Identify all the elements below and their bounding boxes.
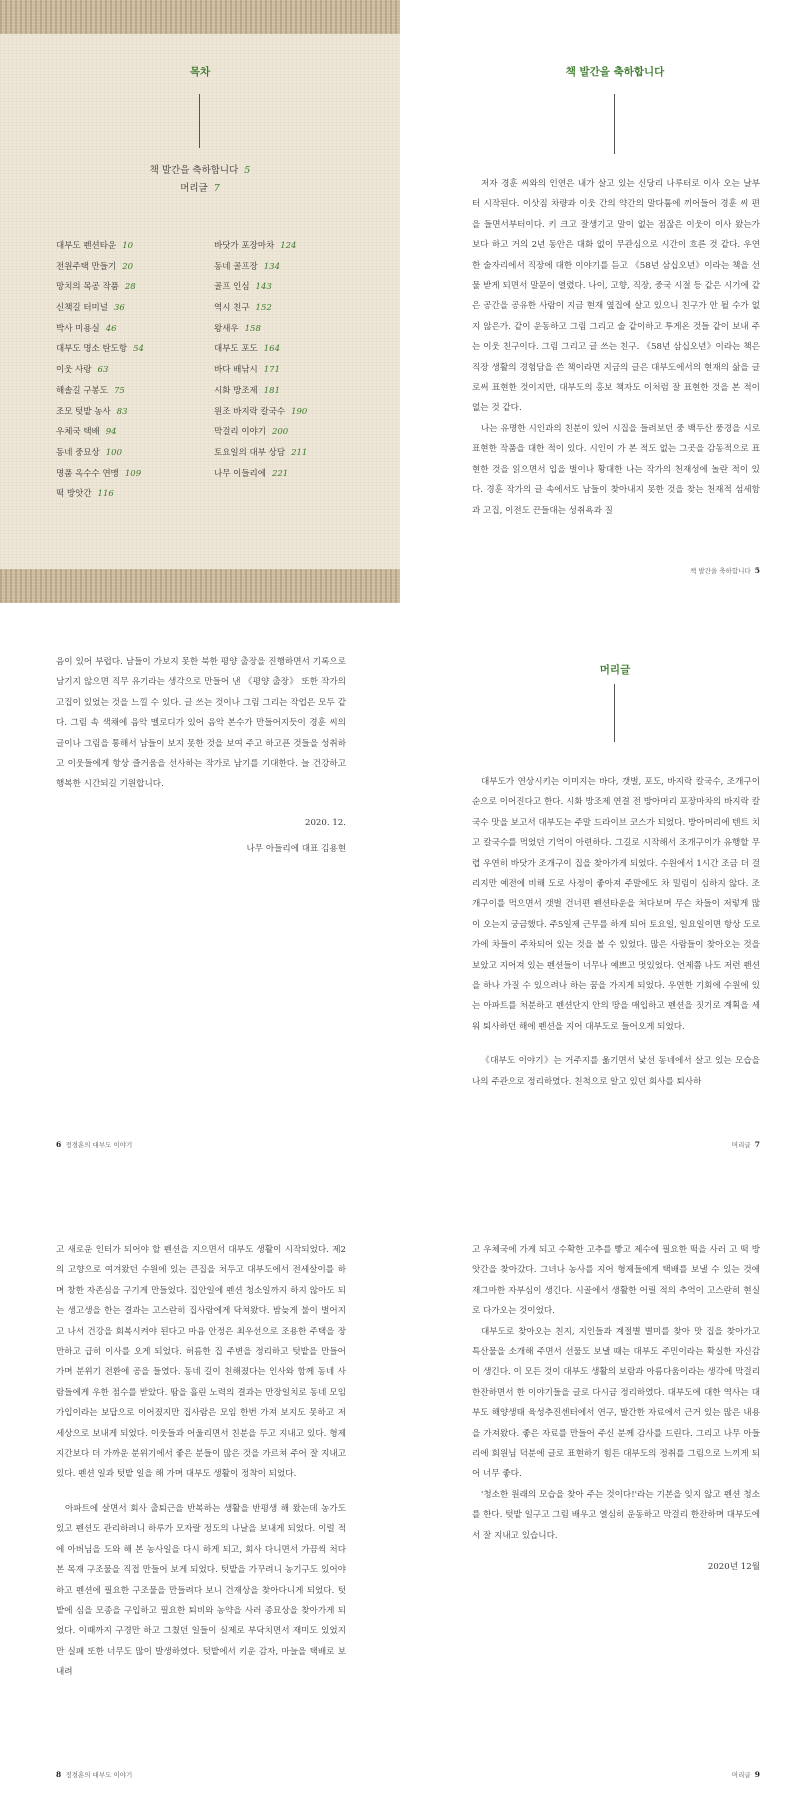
paragraph: 저자 경훈 씨와의 인연은 내가 살고 있는 신당리 나루터로 이사 오는 날부터 시작된다. 이삿짐 차량과 이웃 간의 약간의 말다툼에 끼어들어 경훈 씨 편을 들면서부터이다. 키 크고 잘생기고 말이 없는 점잖은 이웃이 이사 왔는가 보다 하고 거의 2년 동안은 대화 없이 무관심으로 시간이 흐른 것 같다. 우연한 술자리에서 직장에 대한 이야기를 듣고 《58년 삼십오년》이라는 책을 선물 받게 되면서 말문이 열렸다. 나이, 고향, 직장, 중국 시절 등 같은 시기에 같은 공간을 공유한 사람이 지금 현재 옆집에 살고 있으니 친구가 안 될 수가 없지 않은가. 같이 운동하고 그림 그리고 술 같이하고 투게온 것들 같이 보내 주는 이웃 친구이다. 그림 그리고 글 쓰는 친구. 《58년 삼십오년》이라는 책은 직장 생활의 경험담을 쓴 책이라면 지금의 글은 대부도에서의 현재의 삶을 글로써 표현한 것이지만, 대부도의 홍보 책자도 이처럼 잘 표현한 것을 본 적이 없는 것 같다. [472, 179, 760, 414]
page-6-signature: 나무 아들리에 대표 김용현 [246, 844, 346, 854]
paragraph: 《대부도 이야기》는 거주지를 옮기면서 낯선 동네에서 살고 있는 모습을 나의 주관으로 정리하였다. 친척으로 알고 있던 회사를 퇴사하 [472, 1056, 760, 1087]
toc-item[interactable]: 왕새우 158 [214, 323, 261, 334]
toc-item[interactable]: 전원주택 만들기 20 [56, 261, 134, 272]
page-7-divider-line [614, 684, 615, 742]
page-number: 8 [56, 1770, 62, 1779]
toc-entry-page: 7 [213, 183, 220, 194]
page-number: 5 [754, 566, 760, 575]
toc-heading: 목차 [189, 66, 211, 78]
toc-item[interactable]: 명품 옥수수 연맹 109 [56, 468, 142, 479]
page-6-folio: 6 정경훈의 대부도 이야기 [56, 1140, 133, 1149]
toc-column-right [214, 236, 307, 484]
toc-item[interactable]: 박사 미용실 46 [56, 323, 117, 334]
page-5-divider-line [614, 94, 615, 154]
page-number: 9 [754, 1770, 760, 1779]
toc-entry-preface[interactable] [0, 180, 400, 194]
toc-item[interactable]: 떡 방앗간 116 [56, 489, 114, 500]
page-9-body [472, 1240, 760, 1546]
paragraph: '청소한 원래의 모습을 찾아 주는 것이다!'라는 기본을 잊지 않고 펜션 청소를 한다. 텃밭 일구고 그림 배우고 열심히 운동하고 막걸리 한잔하며 대부도에서 잘 지내고 있습니다. [472, 1489, 760, 1541]
page-8 [0, 1190, 400, 1800]
toc-item[interactable]: 바닷가 포장마차 124 [214, 241, 297, 251]
toc-entry-title: 책 발간을 축하합니다 [149, 165, 239, 176]
toc-divider-line [199, 94, 200, 148]
paragraph: 나는 유명한 시인과의 친분이 있어 시집을 들려보던 중 백두산 풍경을 시로 표현한 작품을 대한 적이 있다. 시인이 가 본 적도 없는 그곳을 감동적으로 표현한 것을 읽으면서 입을 벌이나 황대한 나는 작가의 천재성에 놀란 적이 있다. 경훈 작가의 글 속에서도 남들이 찾아내지 못한 것을 찾는 천재적 섬세함과 고집, 이전도 끈들대는 성취욕과 질 [472, 423, 760, 516]
toc-item[interactable]: 대부도 명소 탄도항 54 [56, 344, 144, 355]
toc-entry-congrats[interactable] [0, 162, 400, 176]
page-9-date: 2020년 12월 [707, 1562, 760, 1572]
page-5-heading: 책 발간을 축하합니다 [565, 66, 665, 78]
toc-item[interactable]: 시화 방조제 181 [214, 385, 280, 396]
toc-item[interactable]: 원조 바지락 칼국수 190 [214, 406, 308, 417]
page-5-folio: 책 발간을 축하합니다 5 [689, 566, 760, 575]
toc-item[interactable]: 동네 중묘상 100 [56, 447, 122, 458]
toc-item[interactable]: 토요일의 대부 상담 211 [214, 447, 308, 458]
toc-item[interactable]: 이웃 사랑 63 [56, 365, 109, 376]
page-6-date: 2020. 12. [304, 818, 346, 828]
page-7-heading: 머리글 [599, 664, 631, 676]
page-number: 6 [56, 1140, 62, 1149]
page-7-folio: 머리글 7 [731, 1140, 760, 1149]
linen-band-bottom [0, 569, 400, 603]
page-number: 7 [754, 1140, 760, 1149]
page-8-folio: 8 정경훈의 대부도 이야기 [56, 1770, 133, 1779]
page-5-body [472, 174, 760, 521]
paragraph: 대부도가 연상시키는 이미지는 바다, 갯벌, 포도, 바지락 칼국수, 조개구이 순으로 이어진다고 한다. 시화 방조제 연결 전 방아머리 포장마차의 바지락 칼국수 맛을 보고서 대부도는 주말 드라이브 코스가 되었다. 방아머리에 텐트 치고 칼국수를 먹었던 기억이 아련하다. 그길로 시작해서 조개구이가 유행할 무렵 우연히 바닷가 조개구이 집을 찾아가게 되었다. 수원에서 1시간 조금 더 걸리지만 예전에 비해 도로 사정이 좋아져 주말에도 차 밀림이 심하지 않다. 조개구이를 먹으면서 갯벌 건너편 펜션타운을 쳐다보며 무슨 차들이 저렇게 많이 오는지 궁금했다. 주5일제 근무를 하게 되어 토요일, 일요일이면 항상 도로가에 차들이 주차되어 있는 것을 볼 수 있었다. 많은 사람들이 찾아오는 것을 보았고 지어져 있는 펜션들이 너무나 예쁘고 멋있었다. 언제쯤 나도 저런 펜션을 하나 가질 수 있으려나 하는 꿈을 가지게 되었다. 우연한 기회에 수원에 있는 아파트를 처분하고 펜션단지 안의 땅을 매입하고 펜션을 짓기로 계획을 세워 퇴사하던 해에 펜션을 지어 대부도로 들어오게 되었다. [472, 777, 760, 1032]
page-7 [405, 620, 810, 1180]
toc-item[interactable]: 막걸리 이야기 200 [214, 427, 289, 438]
toc-item[interactable]: 나무 이들리에 221 [214, 468, 289, 479]
page-5 [405, 0, 810, 603]
paragraph: 아파트에 살면서 회사 출퇴근을 반복하는 생활을 반평생 해 왔는데 농가도 있고 펜션도 관리하려니 하루가 모자랄 정도의 나날을 보내게 되었다. 이럴 적에 아버님을 도와 해 본 농사일을 다시 하게 되고, 회사 다니면서 가끔씩 처다본 목재 구조물을 직접 만들어 보게 되었다. 텃밭을 가꾸려니 농기구도 있어야 하고 펜션에 필요한 구조물을 만들려다 보니 건재상을 찾아다니게 되었다. 텃밭에 심을 모종을 구입하고 필요한 퇴비와 농약을 사러 종묘상을 찾아가게 되었다. 이때까지 구경만 하고 그쳤던 일들이 실제로 부닥치면서 재미도 있었지만 실패 또한 너무도 많이 발생하였다. 텃밭에서 키운 감자, 마늘을 택배로 보내려 [56, 1503, 346, 1678]
toc-entry-page: 5 [244, 165, 251, 176]
page-8-body [56, 1240, 346, 1683]
toc-item[interactable]: 해솔길 구봉도 75 [56, 385, 125, 396]
paragraph: 고 우체국에 가게 되고 수확한 고추를 빻고 제수에 필요한 떡을 사러 고 떡 방앗간을 찾아갔다. 그녀나 농사를 지어 형제들에게 택배를 보낼 수 있는 것에 재그마한 자부심이 생긴다. 시골에서 생활한 어릴 적의 추억이 고스란히 현실로 다가오는 것이었다. [472, 1245, 760, 1317]
page-9 [405, 1190, 810, 1800]
page-9-folio: 머리글 9 [731, 1770, 760, 1779]
toc-item[interactable]: 대부도 포도 164 [214, 344, 280, 355]
toc-item[interactable]: 역시 친구 152 [214, 303, 272, 314]
toc-item[interactable]: 조모 텃밭 농사 83 [56, 406, 128, 417]
toc-item[interactable]: 대부도 펜션타운 10 [56, 241, 134, 251]
toc-column-left [56, 236, 144, 505]
toc-item[interactable]: 바다 배낚시 171 [214, 365, 280, 376]
toc-item[interactable]: 골프 인심 143 [214, 282, 272, 293]
toc-entry-title: 머리글 [180, 183, 208, 194]
page-7-body [472, 772, 760, 1092]
paragraph: 고 새로운 인터가 되어야 할 펜션을 지으면서 대부도 생활이 시작되었다. 제2의 고향으로 여겨왔던 수원에 있는 큰집을 처두고 대부도에서 전세살이를 하며 창한 자존심을 구기게 만들었다. 집안일에 펜션 청소일까지 하지 않아도 되는 생고생을 한는 결과는 고스란히 집사람에게 닥쳐왔다. 밤늦게 불이 벌어지고 나서 건강을 회복시켜야 된다고 마음 안정은 최우선으로 조용한 주택을 장만하고 급히 이사를 오게 되었다. 허름한 집 주변을 정리하고 텃밭을 만들어 가며 분위기 전환에 공을 들였다. 동네 길이 친해졌다는 인사와 함께 동네 사람들에게 우한 점수를 받았다. 땀을 흘린 노력의 결과는 만장일치로 동네 모임 가입이라는 보답으로 이어졌지만 집사람은 모임 한번 가져 보지도 못하고 저 세상으로 보내게 되었다. 이웃들과 어울리면서 친분을 두고 지내고 있다. 형제지간보다 더 가까운 분위기에서 좋은 분들이 많은 것을 가르쳐 주어 잘 지내고 있다. 펜션 일과 텃밭 일을 해 가며 대부도 생활이 정착이 되었다. [56, 1245, 346, 1480]
toc-item[interactable]: 우체국 택배 94 [56, 427, 117, 438]
toc-item[interactable]: 망치의 목공 작품 28 [56, 282, 136, 293]
page-6 [0, 620, 400, 1180]
page-6-body [56, 652, 346, 795]
linen-band-top [0, 0, 400, 34]
paragraph: 대부도로 찾아오는 친지, 지인들과 계절별 별미를 찾아 맛 집을 찾아가고 특산물을 소개해 주면서 선물도 보낼 때는 대부도 주민이라는 확실한 자신감이 생긴다. 이 모든 것이 대부도 생활의 보람과 아름다움이라는 생각에 막걸리 한잔하면서 한 이야기들을 글로 다시금 정리하였다. 대부도에 대한 역사는 대부도 해양생태 육성추진센터에서 연구, 발간한 자료에서 근거 있는 많은 내용을 가져왔다. 좋은 자료를 만들어 주신 분께 감사를 드린다. 그리고 나무 아들리에 회원님 덕분에 글로 표현하기 힘든 대부도의 정취를 그림으로 느끼게 되어 너무 좋다. [472, 1326, 760, 1480]
toc-item[interactable]: 동네 골프장 134 [214, 261, 280, 272]
paragraph: 음이 있어 부럽다. 남들이 가보지 못한 북한 평양 출장을 진행하면서 기록으로 남기지 않으면 직무 유기라는 생각으로 만들어 낸 《평양 출장》 또한 작가의 고집이 있었는 것을 느낄 수 있다. 글 쓰는 것이나 그림 그리는 작업은 모두 같다. 그림 속 색채에 음악 멜로디가 있어 음악 본수가 만들어지듯이 경훈 씨의 글이나 그림을 통해서 남들이 보지 못한 것을 보여 주고 하고픈 것들을 성취하고 이웃들에게 항상 즐거움을 선사하는 작가로 남기를 기대한다. 늘 건강하고 행복한 시간되길 기원합니다. [56, 657, 346, 790]
toc-item[interactable]: 신책길 터미널 36 [56, 303, 125, 314]
toc-page [0, 0, 400, 603]
